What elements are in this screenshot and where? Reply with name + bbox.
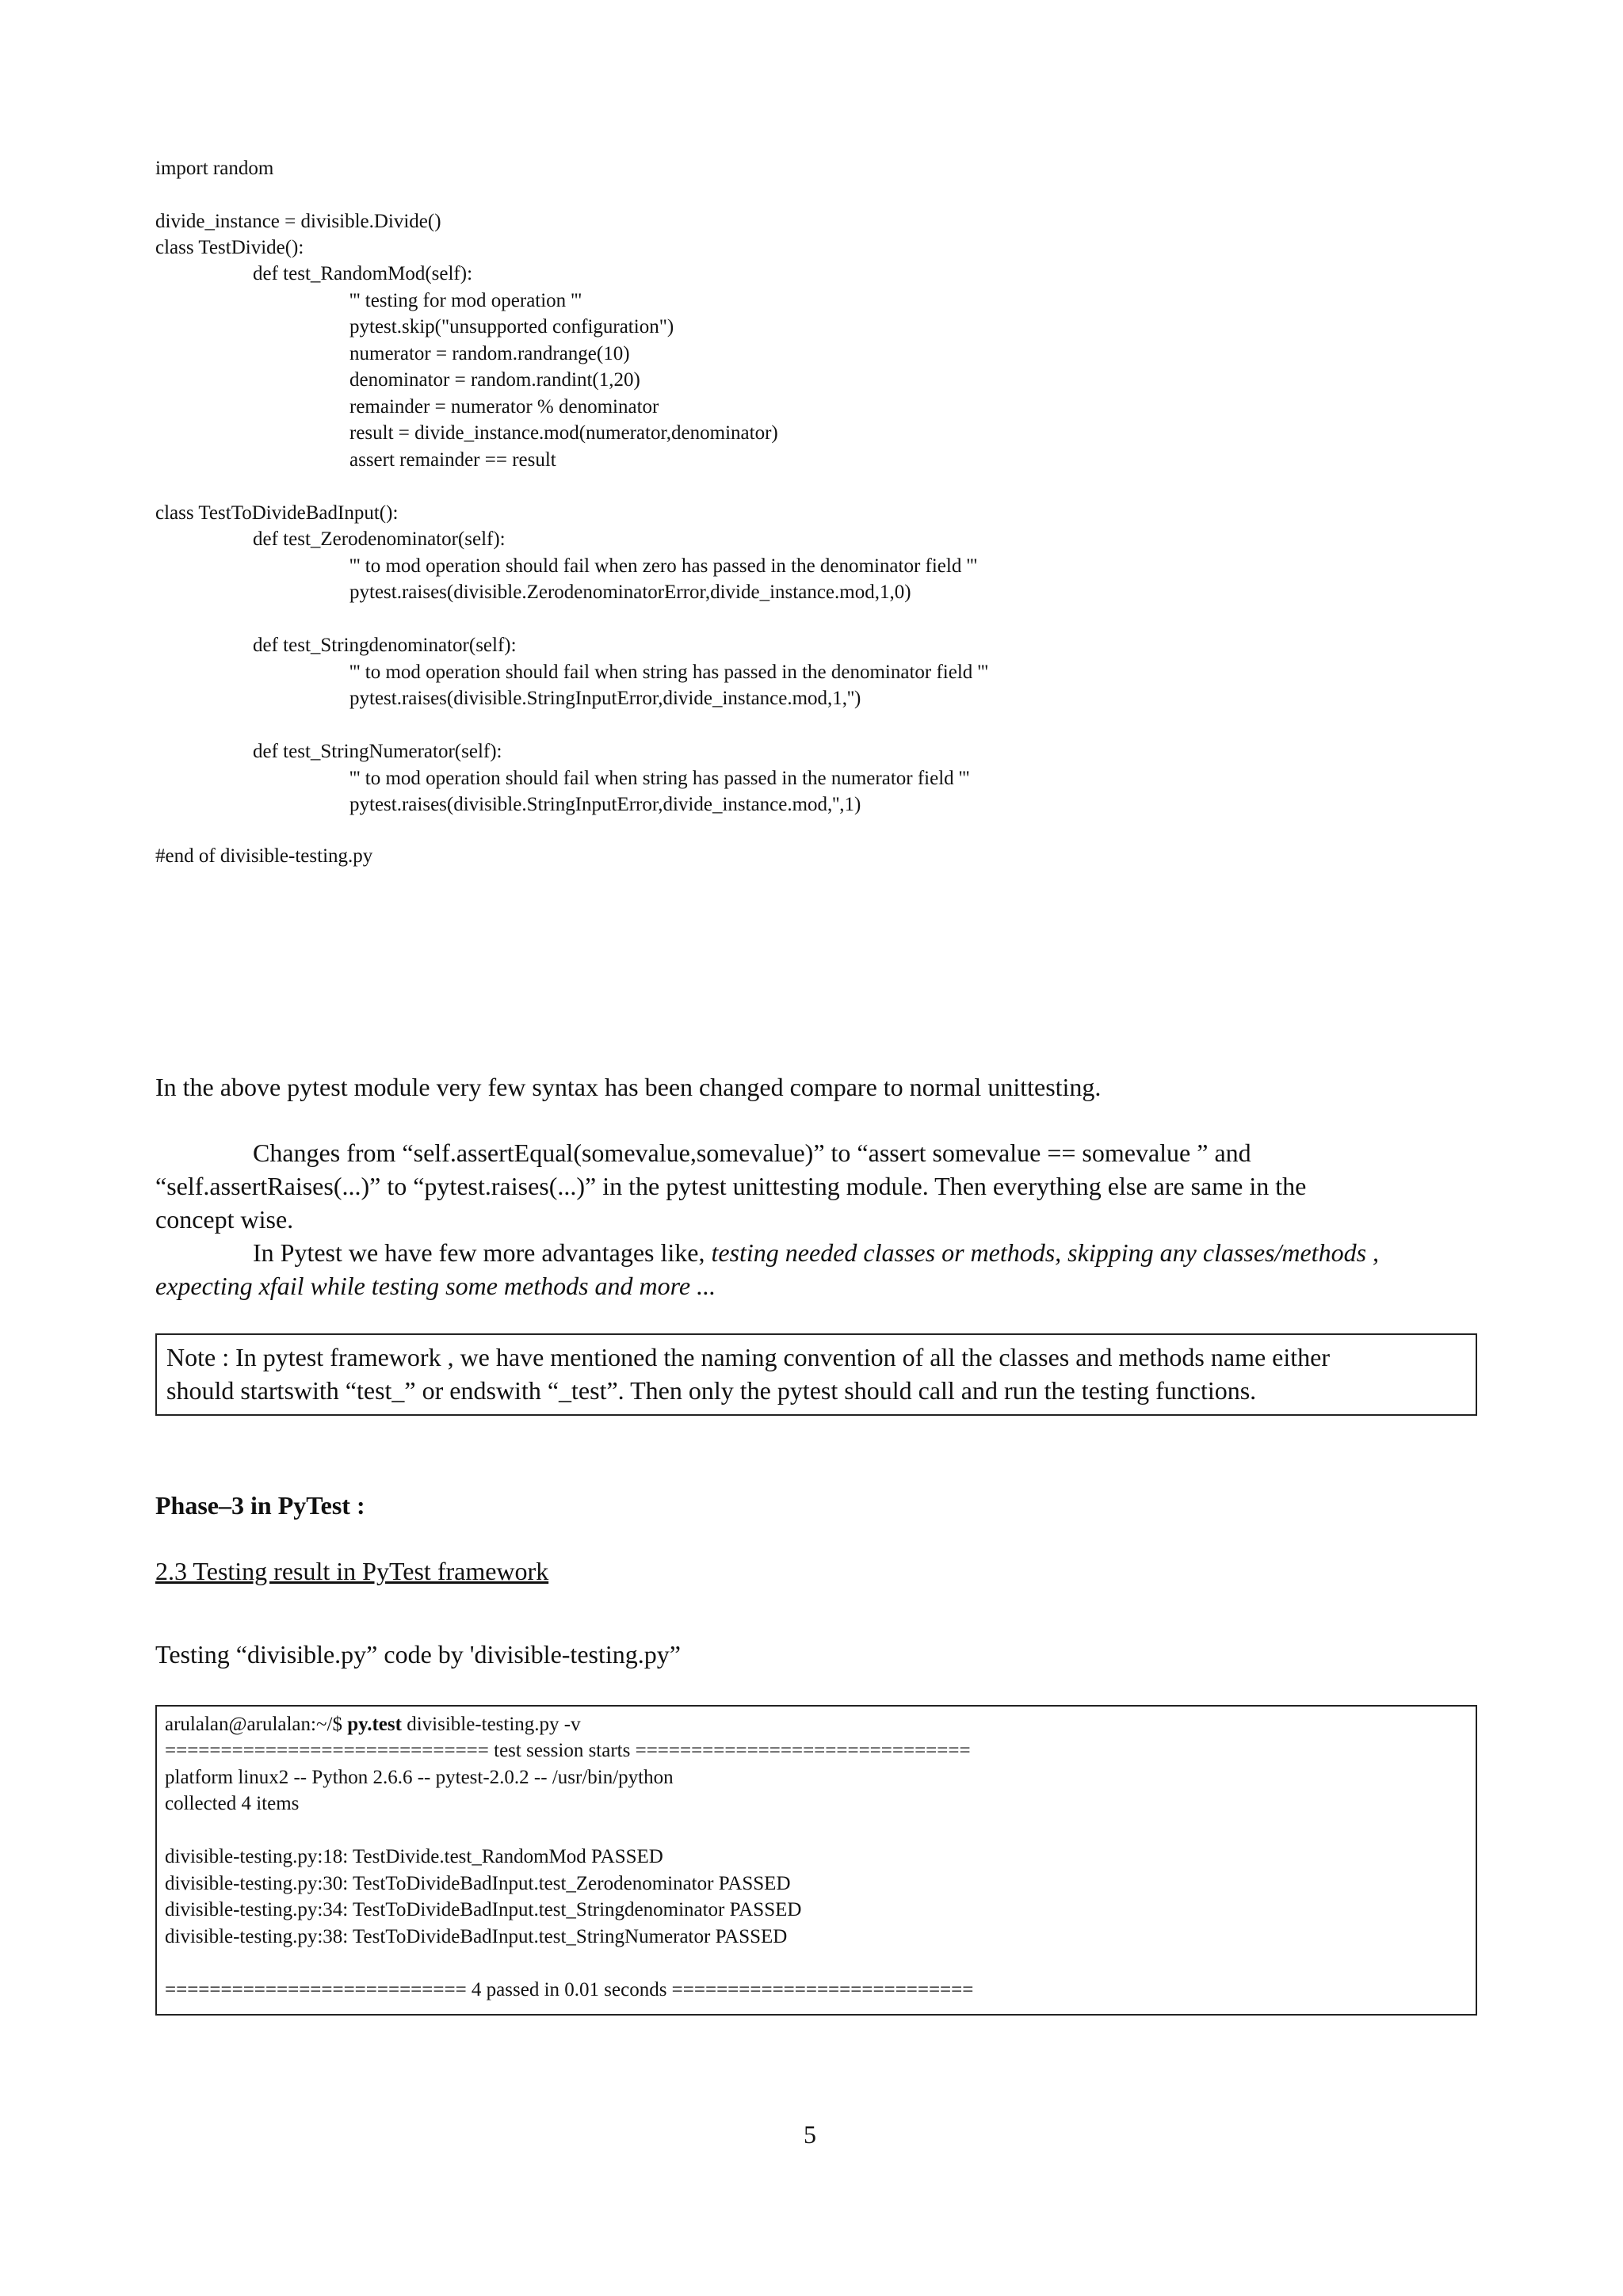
- terminal-result-line: divisible-testing.py:30: TestToDivideBadInput.test_Zerodenominator PASSED: [165, 1873, 791, 1894]
- paragraph-changes-line: Changes from “self.assertEqual(somevalue,somevalue)” to “assert somevalue == somevalue ” and: [253, 1138, 1251, 1167]
- terminal-platform: platform linux2 -- Python 2.6.6 -- pytest-2.0.2 -- /usr/bin/python: [165, 1767, 674, 1788]
- code-line: def test_RandomMod(self):: [253, 263, 473, 284]
- testing-description: Testing “divisible.py” code by 'divisible-testing.py”: [155, 1640, 681, 1669]
- code-line: def test_Stringdenominator(self):: [253, 635, 517, 656]
- code-line: ''' testing for mod operation ''': [349, 290, 582, 311]
- terminal-session-start: ============================= test session starts ==============================: [165, 1740, 971, 1761]
- paragraph-intro: In the above pytest module very few syntax has been changed compare to normal unittesting.: [155, 1073, 1102, 1101]
- paragraph-changes-line: concept wise.: [155, 1205, 294, 1234]
- code-line: pytest.raises(divisible.StringInputError,divide_instance.mod,1,''): [349, 688, 861, 709]
- paragraph-changes-line: “self.assertRaises(...)” to “pytest.raises(...)” in the pytest unittesting module. Then everything else are same in the: [155, 1172, 1307, 1200]
- terminal-collected: collected 4 items: [165, 1793, 300, 1814]
- code-line: ''' to mod operation should fail when string has passed in the numerator field ''': [349, 768, 970, 789]
- code-line: denominator = random.randint(1,20): [349, 369, 640, 391]
- paragraph-advantages-line: [155, 1269, 716, 1302]
- code-line: class TestDivide():: [155, 237, 304, 258]
- code-line: pytest.skip("unsupported configuration"): [349, 316, 674, 338]
- advantages-text: In Pytest we have few more advantages like,: [253, 1238, 712, 1267]
- note-line: Note : In pytest framework , we have mentioned the naming convention of all the classes and methods name either: [166, 1343, 1330, 1371]
- terminal-result-line: divisible-testing.py:38: TestToDivideBadInput.test_StringNumerator PASSED: [165, 1926, 788, 1947]
- page-number: 5: [804, 2120, 816, 2149]
- code-line: remainder = numerator % denominator: [349, 396, 659, 418]
- code-line: def test_Zerodenominator(self):: [253, 528, 506, 550]
- terminal-result-line: divisible-testing.py:18: TestDivide.test_RandomMod PASSED: [165, 1846, 663, 1867]
- code-line: import random: [155, 158, 274, 179]
- code-line: pytest.raises(divisible.ZerodenominatorError,divide_instance.mod,1,0): [349, 582, 911, 603]
- terminal-output: [155, 1705, 1477, 2016]
- code-line: divide_instance = divisible.Divide(): [155, 211, 441, 232]
- section-heading: Phase–3 in PyTest :: [155, 1491, 365, 1520]
- terminal-prompt: arulalan@arulalan:~/$: [165, 1714, 348, 1735]
- terminal-command: py.test: [347, 1714, 402, 1735]
- terminal-command-line: [165, 1713, 581, 1737]
- code-line: numerator = random.randrange(10): [349, 343, 630, 364]
- code-line: ''' to mod operation should fail when zero has passed in the denominator field ''': [349, 555, 978, 577]
- terminal-args: divisible-testing.py -v: [401, 1714, 581, 1735]
- code-line: class TestToDivideBadInput():: [155, 502, 399, 524]
- code-line: pytest.raises(divisible.StringInputError,divide_instance.mod,'',1): [349, 794, 861, 815]
- terminal-result-line: divisible-testing.py:34: TestToDivideBadInput.test_Stringdenominator PASSED: [165, 1899, 802, 1920]
- code-line: assert remainder == result: [349, 449, 556, 471]
- advantages-italic: expecting xfail while testing some methods and more ...: [155, 1272, 716, 1300]
- subsection-heading: 2.3 Testing result in PyTest framework: [155, 1557, 549, 1585]
- code-line: result = divide_instance.mod(numerator,denominator): [349, 422, 778, 444]
- code-line: ''' to mod operation should fail when string has passed in the denominator field ''': [349, 662, 989, 683]
- code-line: #end of divisible-testing.py: [155, 845, 373, 867]
- note-box: [155, 1333, 1477, 1416]
- terminal-summary: =========================== 4 passed in 0.01 seconds ===========================: [165, 1979, 974, 2000]
- paragraph-advantages-line: [253, 1236, 1379, 1269]
- advantages-italic: testing needed classes or methods, skipping any classes/methods ,: [711, 1238, 1380, 1267]
- note-line: should startswith “test_” or endswith “_test”. Then only the pytest should call and run the testing functions.: [166, 1376, 1257, 1405]
- code-line: def test_StringNumerator(self):: [253, 741, 502, 762]
